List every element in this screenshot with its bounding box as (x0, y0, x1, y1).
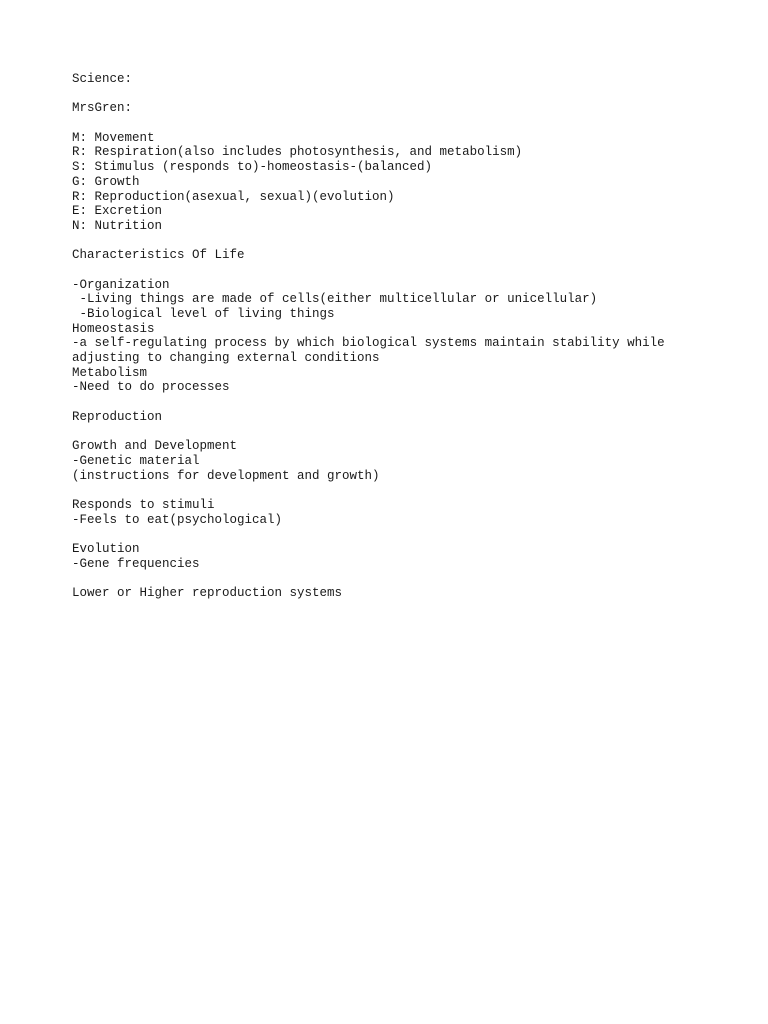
note-reproduction: Reproduction (72, 409, 163, 424)
blank-line (72, 395, 732, 410)
doc-heading-science: Science: (72, 72, 133, 86)
note-responds-stimuli-detail: -Feels to eat(psychological) (72, 512, 283, 527)
blank-line (72, 483, 732, 498)
blank-line (72, 527, 732, 542)
note-organization-cells: -Living things are made of cells(either multicellular or unicellular) (72, 292, 598, 307)
mrsgren-growth: G: Growth (72, 174, 140, 189)
mrsgren-excretion: E: Excretion (72, 204, 163, 219)
blank-line (72, 234, 732, 249)
note-homeostasis-definition: -a self-regulating process by which biological systems maintain stability while (72, 336, 665, 351)
note-homeostasis-definition-cont: adjusting to changing external conditions (72, 351, 380, 366)
blank-line (72, 263, 732, 278)
note-organization-levels: -Biological level of living things (72, 307, 335, 321)
note-growth-development: Growth and Development (72, 439, 238, 454)
note-homeostasis: Homeostasis (72, 321, 155, 336)
note-responds-stimuli: Responds to stimuli (72, 497, 215, 512)
note-genetic-material-detail: (instructions for development and growth) (72, 468, 380, 483)
note-metabolism: Metabolism (72, 365, 148, 380)
note-genetic-material: -Genetic material (72, 453, 200, 468)
section-heading-characteristics: Characteristics Of Life (72, 248, 245, 263)
doc-teacher-name: MrsGren: (72, 101, 133, 116)
blank-line (72, 87, 732, 102)
note-evolution-detail: -Gene frequencies (72, 556, 200, 571)
blank-line (72, 116, 732, 131)
mrsgren-movement: M: Movement (72, 130, 155, 145)
note-metabolism-detail: -Need to do processes (72, 380, 230, 395)
blank-line (72, 571, 732, 586)
note-organization: -Organization (72, 277, 170, 292)
note-evolution: Evolution (72, 542, 140, 556)
document-body (72, 72, 732, 601)
mrsgren-stimulus: S: Stimulus (responds to)-homeostasis-(balanced) (72, 160, 433, 175)
mrsgren-nutrition: N: Nutrition (72, 218, 163, 233)
blank-line (72, 425, 732, 440)
note-reproduction-systems: Lower or Higher reproduction systems (72, 586, 343, 601)
mrsgren-respiration: R: Respiration(also includes photosynthesis, and metabolism) (72, 145, 523, 160)
mrsgren-reproduction: R: Reproduction(asexual, sexual)(evolution) (72, 189, 395, 204)
